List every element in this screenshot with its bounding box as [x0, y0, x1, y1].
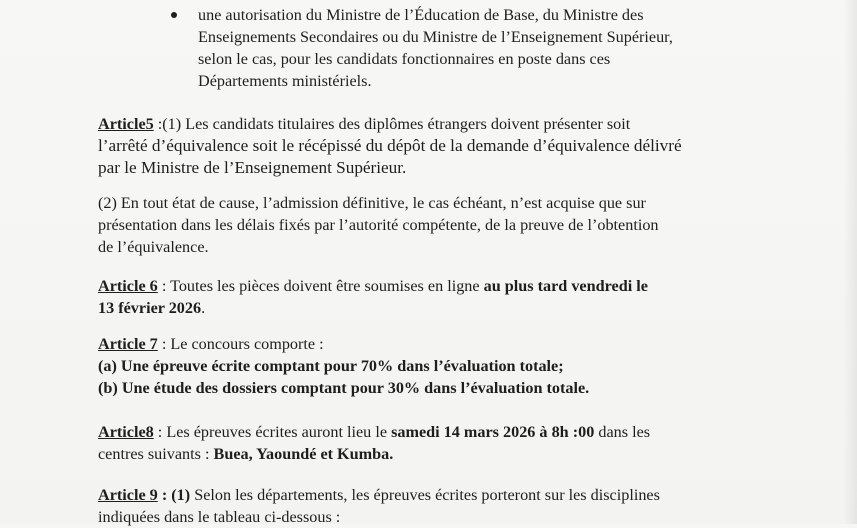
- article-5-heading: Article5: [98, 115, 154, 133]
- article-6-date: 13 février 2026: [98, 299, 202, 317]
- bullet-point-icon: [171, 12, 177, 18]
- article-8-centres-label: centres suivants :: [98, 445, 214, 463]
- article-8-line: [98, 443, 726, 465]
- article-5-line: par le Ministre de l’Enseignement Supérieur.: [98, 158, 407, 177]
- article-8-line: [98, 421, 726, 443]
- article-8-paragraph: [98, 421, 726, 465]
- article-6-text: : Toutes les pièces doivent être soumises en ligne: [157, 277, 484, 295]
- page-edge-shadow: [843, 0, 857, 524]
- article-7-item-b: (b) Une étude des dossiers comptant pour 30% dans l’évaluation totale.: [98, 379, 590, 397]
- article-5-p2-line: de l’équivalence.: [98, 238, 209, 256]
- article-5-p2-line: (2) En tout état de cause, l’admission définitive, le cas échéant, n’est acquise que sur: [98, 194, 646, 212]
- article-5-text: :(1) Les candidats titulaires des diplômes étrangers doivent présenter soit: [153, 115, 631, 133]
- article-9-text: Selon les départements, les épreuves écrites porteront sur les disciplines: [190, 486, 660, 504]
- article-6-paragraph: [98, 275, 726, 319]
- article-6-deadline: au plus tard vendredi le: [483, 277, 648, 295]
- article-9-number: : (1): [157, 486, 191, 504]
- article-5-line: l’arrêté d’équivalence soit le récépissé du dépôt de la demande d’équivalence délivré: [98, 136, 682, 155]
- article-8-heading: Article8: [98, 423, 154, 441]
- bullet-line: une autorisation du Ministre de l’Éducation de Base, du Ministre des: [198, 6, 644, 24]
- article-6-period: .: [201, 299, 206, 317]
- article-7-item-a: (a) Une épreuve écrite comptant pour 70% dans l’évaluation totale;: [98, 357, 564, 375]
- article-8-datetime: samedi 14 mars 2026 à 8h :00: [391, 423, 595, 441]
- article-5-line: [98, 113, 726, 135]
- article-8-text: : Les épreuves écrites auront lieu le: [153, 423, 392, 441]
- article-9-line: indiquées dans le tableau ci-dessous :: [98, 508, 341, 526]
- article-7-paragraph: [98, 333, 726, 399]
- bullet-item-text: [198, 4, 728, 92]
- article-5-paragraph-2: [98, 192, 726, 258]
- article-9-paragraph: [98, 484, 726, 528]
- article-7-line: [98, 333, 726, 355]
- article-7-text: : Le concours comporte :: [157, 335, 324, 353]
- article-8-text-end: dans les: [594, 423, 651, 441]
- article-7-heading: Article 7: [98, 335, 158, 353]
- article-5-paragraph-1: [98, 113, 726, 179]
- article-6-line: [98, 297, 726, 319]
- article-9-heading: Article 9: [98, 486, 158, 504]
- article-8-centres: Buea, Yaoundé et Kumba.: [213, 445, 394, 463]
- bullet-line: selon le cas, pour les candidats fonctionnaires en poste dans ces: [198, 50, 611, 68]
- bullet-line: Enseignements Secondaires ou du Ministre de l’Enseignement Supérieur,: [198, 28, 673, 46]
- article-5-p2-line: présentation dans les délais fixés par l’autorité compétente, de la preuve de l’obtention: [98, 216, 659, 234]
- article-6-heading: Article 6: [98, 277, 158, 295]
- article-6-line: [98, 275, 726, 297]
- article-9-line: [98, 484, 726, 506]
- bullet-line: Départements ministériels.: [198, 72, 372, 90]
